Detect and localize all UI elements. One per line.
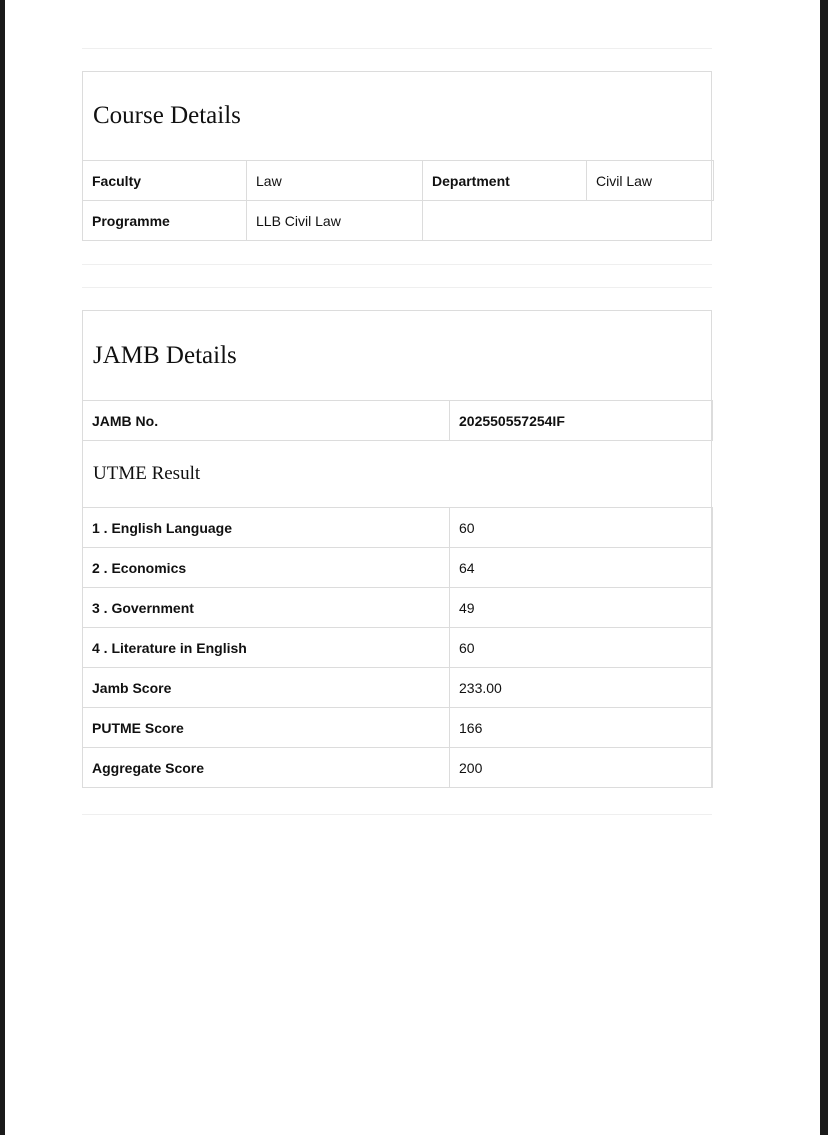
course-details-title: Course Details [83,72,711,161]
programme-value: LLB Civil Law [247,201,423,241]
jamb-score-value: 233.00 [450,668,713,708]
document-page [5,0,820,1135]
subject-score: 49 [450,588,713,628]
jamb-no-label: JAMB No. [83,401,450,441]
table-row [83,628,713,668]
divider [82,814,712,815]
department-value: Civil Law [587,161,714,201]
table-row [83,401,713,441]
subject-score: 64 [450,548,713,588]
aggregate-score-value: 200 [450,748,713,788]
table-row [83,588,713,628]
course-details-table [82,160,714,241]
faculty-label: Faculty [83,161,247,201]
subject-score: 60 [450,628,713,668]
subject-score: 60 [450,508,713,548]
utme-result-table [82,507,713,788]
jamb-no-value: 202550557254IF [450,401,713,441]
table-row [83,508,713,548]
jamb-details-title: JAMB Details [83,311,711,401]
putme-score-label: PUTME Score [83,708,450,748]
table-row [83,668,713,708]
putme-score-value: 166 [450,708,713,748]
empty-cell [587,201,714,241]
jamb-details-card [82,310,712,788]
subject-label: 4 . Literature in English [83,628,450,668]
table-row [83,708,713,748]
subject-label: 2 . Economics [83,548,450,588]
aggregate-score-label: Aggregate Score [83,748,450,788]
subject-label: 3 . Government [83,588,450,628]
table-row [83,201,714,241]
divider [82,48,712,49]
course-details-card [82,71,712,241]
utme-result-title: UTME Result [83,440,711,508]
table-row [83,548,713,588]
divider [82,287,712,288]
jamb-score-label: Jamb Score [83,668,450,708]
jamb-number-table [82,400,713,441]
department-label: Department [423,161,587,201]
programme-label: Programme [83,201,247,241]
faculty-value: Law [247,161,423,201]
subject-label: 1 . English Language [83,508,450,548]
table-row [83,161,714,201]
table-row [83,748,713,788]
divider [82,264,712,265]
empty-cell [423,201,587,241]
